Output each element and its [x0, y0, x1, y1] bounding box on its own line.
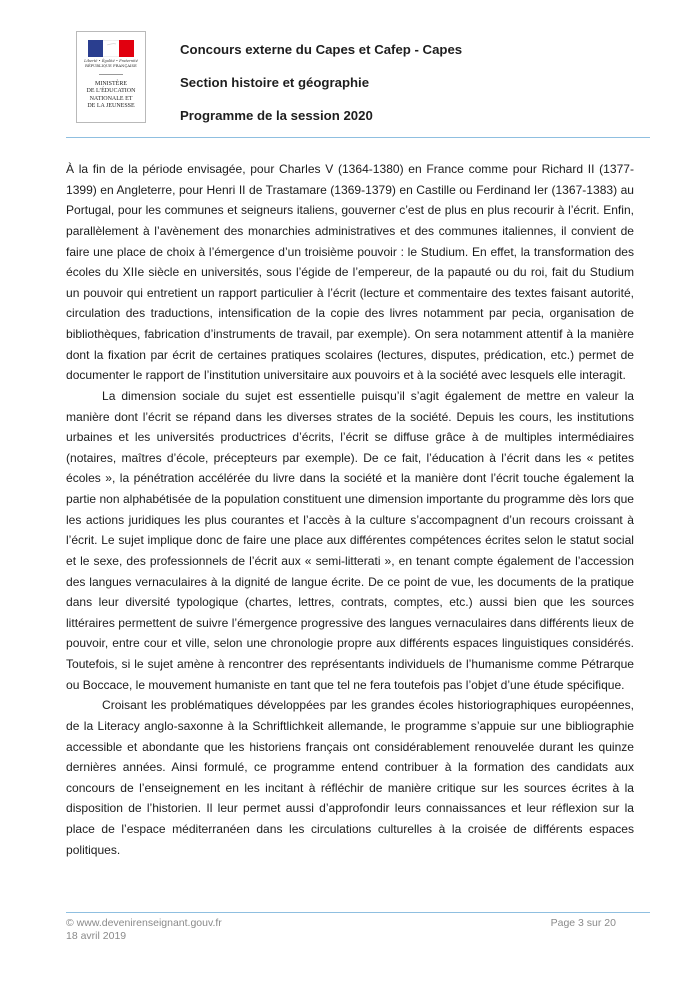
- ministry-line: MINISTÈRE: [95, 81, 127, 87]
- ministry-logo: [76, 31, 146, 123]
- marianne-profile-icon: [100, 39, 122, 56]
- footer-divider: [66, 912, 650, 913]
- ministry-line: DE L’ÉDUCATION: [86, 88, 136, 95]
- footer-date: 18 avril 2019: [66, 930, 127, 942]
- ministry-name: [77, 81, 145, 111]
- republic-motto: Liberté • Égalité • Fraternité: [84, 59, 138, 63]
- header-divider: [66, 137, 650, 138]
- session-title: Programme de la session 2020: [180, 108, 373, 123]
- exam-title: Concours externe du Capes et Cafep - Capes: [180, 42, 463, 57]
- ministry-line: DE LA JEUNESSE: [87, 103, 135, 110]
- republic-name: RÉPUBLIQUE FRANÇAISE: [85, 64, 137, 68]
- section-title: Section histoire et géographie: [180, 75, 370, 90]
- paragraph: Croisant les problématiques développées par les grandes écoles historiographiques européennes, de la Literacy anglo-saxonne à la Schriftlichkeit allemande, le programme s’appuie sur une bibliographie accessible et abondante que les historiens français ont considérablement renouvelée durant les quinze dernières années. Ainsi formulé, ce programme entend contribuer à la formation des candidats aux concours de l’enseignement en les incitant à réfléchir de manière critique sur les sources écrites à la disposition de l’historien. Il leur permet aussi d’approfondir leurs connaissances et leur réflexion sur la place de l’espace méditerranéen dans les circulations culturelles à la croisée de différents espaces politiques.: [66, 698, 634, 857]
- ministry-line: NATIONALE ET: [89, 95, 133, 102]
- paragraph: À la fin de la période envisagée, pour Charles V (1364-1380) en France comme pour Richard II (1377-1399) en Angleterre, pour Henri II de Trastamare (1369-1379) en Castille ou Ferdinand Ier (1367-1383) au Portugal, pour les communes et seigneurs italiens, gouverner c’est de plus en plus recourir à l’écrit. Enfin, parallèlement à l’avènement des monarchies administratives et des communes italiennes, il convient de faire une place de choix à l’émergence d’un troisième pouvoir : le Studium. En effet, la transformation des écoles du XIIe siècle en universités, sous l’égide de l’empereur, de la papauté ou du roi, fait du Studium un pouvoir qui entretient un rapport particulier à l’écrit (lecture et commentaire des textes faisant autorité, circulation des traductions, intensification de la copie des livres notamment par pecia, organisation de bibliothèques, fabrication d’instruments de travail, par exemple). On sera notamment attentif à la manière dont la fixation par écrit de certaines pratiques scolaires (lectures, disputes, prédication, etc.) permet de documenter le rapport de l’institution universitaire aux pouvoirs et à la société avec lesquels elle interagit.: [66, 162, 634, 383]
- document-body: [66, 159, 634, 860]
- footer-website: © www.devenirenseignant.gouv.fr: [66, 917, 222, 929]
- footer-info: [66, 917, 222, 943]
- logo-divider: [99, 74, 123, 75]
- page-number: Page 3 sur 20: [550, 917, 616, 929]
- paragraph: La dimension sociale du sujet est essentielle puisqu’il s’agit également de mettre en valeur la manière dont l’écrit se répand dans les diverses strates de la société. Depuis les cours, les institutions urbaines et les universités productrices d’écrits, l’écrit se diffuse grâce à de multiples intermédiaires (notaires, maîtres d’école, précepteurs par exemple). De ce fait, l’éducation à l’écrit dans les « petites écoles », la pénétration accélérée du livre dans la société et la manière dont l’écrit touche également la partie non alphabétisée de la population constituent une dimension importante du programme dès lors que les actions juridiques les plus courantes et l’accès à la culture s’accompagnent d’un recours croissant à l’écrit. Le sujet implique donc de faire une place aux différentes compétences écrites selon le statut social et le sexe, des professionnels de l’écrit aux « semi-litterati », en tenant compte également de l’accession des langues vernaculaires à la dignité de langue écrite. De ce point de vue, les documents de la pratique dans leur diversité typologique (chartes, lettres, contrats, comptes, etc.) aussi bien que les sources littéraires permettent de suivre l’émergence progressive des langues vernaculaires dans différents lieux de pouvoir, entre cour et ville, selon une chronologie propre aux différents espaces linguistiques considérés. Toutefois, si le sujet amène à rencontrer des représentants individuels de l’humanisme comme Pétrarque ou Boccace, le mouvement humaniste en tant que tel ne fera toutefois pas l’objet d’une étude spécifique.: [66, 388, 634, 692]
